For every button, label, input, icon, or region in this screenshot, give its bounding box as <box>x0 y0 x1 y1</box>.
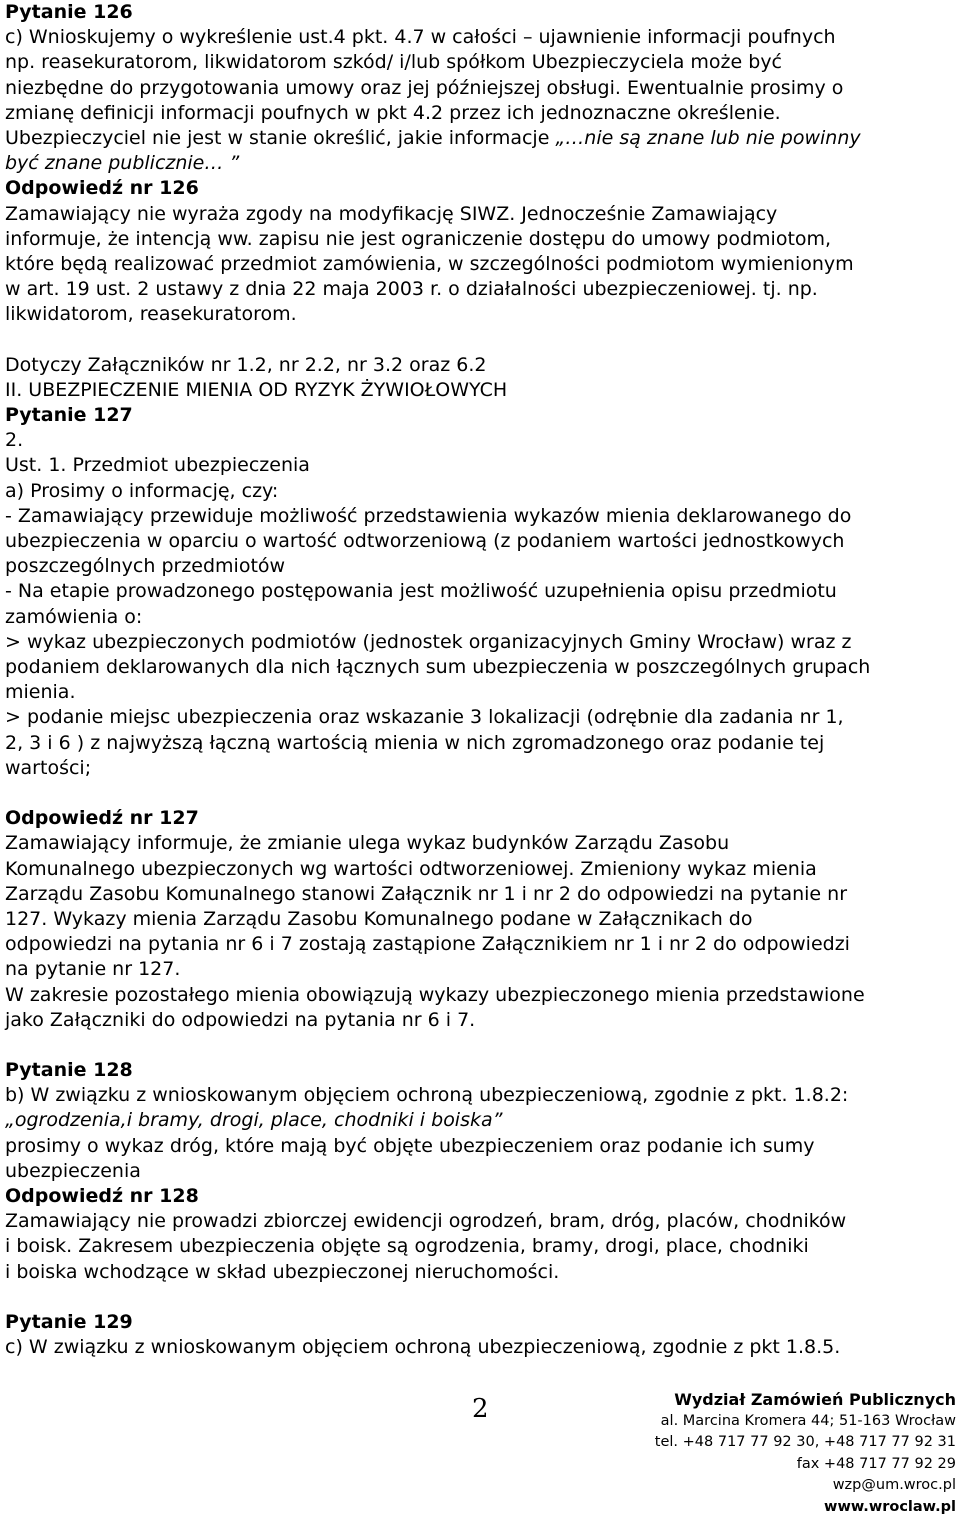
answer-126 <box>5 176 957 327</box>
page-number: 2 <box>472 1394 489 1424</box>
question-heading: Pytanie 128 <box>5 1058 957 1083</box>
text-line: Zamawiający nie wyraża zgody na modyfikację SIWZ. Jednocześnie Zamawiający <box>5 202 957 227</box>
text-line: Zamawiający informuje, że zmianie ulega wykaz budynków Zarządu Zasobu <box>5 831 957 856</box>
text-line <box>5 126 957 151</box>
text-line: a) Prosimy o informację, czy: <box>5 479 957 504</box>
question-heading: Pytanie 126 <box>5 0 957 25</box>
text-line: w art. 19 ust. 2 ustawy z dnia 22 maja 2003 r. o działalności ubezpieczeniowej. tj. np. <box>5 277 957 302</box>
text-line: które będą realizować przedmiot zamówienia, w szczególności podmiotom wymienionym <box>5 252 957 277</box>
text-line: 2. <box>5 428 957 453</box>
question-127 <box>5 403 957 781</box>
document-body <box>5 0 957 1360</box>
text-line: - Na etapie prowadzonego postępowania jest możliwość uzupełnienia opisu przedmiotu <box>5 579 957 604</box>
footer-phone: tel. +48 717 77 92 30, +48 717 77 92 31 <box>655 1432 956 1454</box>
text-line: i boisk. Zakresem ubezpieczenia objęte są ogrodzenia, bramy, drogi, place, chodniki <box>5 1234 957 1259</box>
answer-128 <box>5 1184 957 1285</box>
text-line: Komunalnego ubezpieczonych wg wartości odtworzeniowej. Zmieniony wykaz mienia <box>5 857 957 882</box>
quoted-italic-text: „ogrodzenia,i bramy, drogi, place, chodniki i boiska” <box>5 1108 957 1133</box>
footer-fax: fax +48 717 77 92 29 <box>655 1454 956 1476</box>
footer-contact <box>655 1389 956 1518</box>
text-line: niezbędne do przygotowania umowy oraz jej późniejszej obsługi. Ewentualnie prosimy o <box>5 76 957 101</box>
text-line: np. reasekuratorom, likwidatorom szkód/ i/lub spółkom Ubezpieczyciela może być <box>5 50 957 75</box>
text-line: odpowiedzi na pytania nr 6 i 7 zostają zastąpione Załącznikiem nr 1 i nr 2 do odpowiedzi <box>5 932 957 957</box>
text-line: c) Wnioskujemy o wykreślenie ust.4 pkt. 4.7 w całości – ujawnienie informacji poufnych <box>5 25 957 50</box>
footer-address: al. Marcina Kromera 44; 51-163 Wrocław <box>655 1411 956 1433</box>
text-line: jako Załączniki do odpowiedzi na pytania nr 6 i 7. <box>5 1008 957 1033</box>
text-line: 2, 3 i 6 ) z najwyższą łączną wartością mienia w nich zgromadzonego oraz podanie tej <box>5 731 957 756</box>
text-line: i boiska wchodzące w skład ubezpieczonej nieruchomości. <box>5 1260 957 1285</box>
question-128 <box>5 1058 957 1184</box>
answer-heading: Odpowiedź nr 128 <box>5 1184 957 1209</box>
question-heading: Pytanie 127 <box>5 403 957 428</box>
text-line: prosimy o wykaz dróg, które mają być objęte ubezpieczeniem oraz podanie ich sumy <box>5 1134 957 1159</box>
spacer <box>5 1285 957 1310</box>
text-line: wartości; <box>5 756 957 781</box>
section-title: II. UBEZPIECZENIE MIENIA OD RYZYK ŻYWIOŁOWYCH <box>5 378 957 403</box>
text-line: > wykaz ubezpieczonych podmiotów (jednostek organizacyjnych Gminy Wrocław) wraz z <box>5 630 957 655</box>
text-line: Ust. 1. Przedmiot ubezpieczenia <box>5 453 957 478</box>
spacer <box>5 1033 957 1058</box>
text-line: W zakresie pozostałego mienia obowiązują wykazy ubezpieczonego mienia przedstawione <box>5 983 957 1008</box>
text-line: zamówienia o: <box>5 605 957 630</box>
text-line: na pytanie nr 127. <box>5 957 957 982</box>
text-line: > podanie miejsc ubezpieczenia oraz wskazanie 3 lokalizacji (odrębnie dla zadania nr 1, <box>5 705 957 730</box>
answer-127 <box>5 806 957 1033</box>
text-line: b) W związku z wnioskowanym objęciem ochroną ubezpieczeniową, zgodnie z pkt. 1.8.2: <box>5 1083 957 1108</box>
answer-heading: Odpowiedź nr 127 <box>5 806 957 831</box>
text-line: ubezpieczenia w oparciu o wartość odtworzeniową (z podaniem wartości jednostkowych <box>5 529 957 554</box>
spacer <box>5 328 957 353</box>
text-line: podaniem deklarowanych dla nich łącznych sum ubezpieczenia w poszczególnych grupach <box>5 655 957 680</box>
text-line: zmianę definicji informacji poufnych w pkt 4.2 przez ich jednoznaczne określenie. <box>5 101 957 126</box>
attachments-note: Dotyczy Załączników nr 1.2, nr 2.2, nr 3.2 oraz 6.2 <box>5 353 957 378</box>
text-line: ubezpieczenia <box>5 1159 957 1184</box>
text-line: mienia. <box>5 680 957 705</box>
text-line: likwidatorom, reasekuratorom. <box>5 302 957 327</box>
answer-heading: Odpowiedź nr 126 <box>5 176 957 201</box>
text-span: Ubezpieczyciel nie jest w stanie określić, jakie informacje <box>5 127 549 149</box>
footer-website[interactable]: www.wroclaw.pl <box>655 1497 956 1518</box>
text-line: Zarządu Zasobu Komunalnego stanowi Załącznik nr 1 i nr 2 do odpowiedzi na pytanie nr <box>5 882 957 907</box>
text-line: informuje, że intencją ww. zapisu nie jest ograniczenie dostępu do umowy podmiotom, <box>5 227 957 252</box>
question-129 <box>5 1310 957 1360</box>
text-line: c) W związku z wnioskowanym objęciem ochroną ubezpieczeniową, zgodnie z pkt 1.8.5. <box>5 1335 957 1360</box>
quoted-italic-text: być znane publicznie… ” <box>5 151 957 176</box>
footer-email[interactable]: wzp@um.wroc.pl <box>655 1475 956 1497</box>
text-line: - Zamawiający przewiduje możliwość przedstawienia wykazów mienia deklarowanego do <box>5 504 957 529</box>
text-line: Zamawiający nie prowadzi zbiorczej ewidencji ogrodzeń, bram, dróg, placów, chodników <box>5 1209 957 1234</box>
question-126 <box>5 0 957 176</box>
text-line: poszczególnych przedmiotów <box>5 554 957 579</box>
question-heading: Pytanie 129 <box>5 1310 957 1335</box>
text-line: 127. Wykazy mienia Zarządu Zasobu Komunalnego podane w Załącznikach do <box>5 907 957 932</box>
spacer <box>5 781 957 806</box>
quoted-italic-text: „…nie są znane lub nie powinny <box>549 127 860 149</box>
footer-office: Wydział Zamówień Publicznych <box>655 1389 956 1411</box>
